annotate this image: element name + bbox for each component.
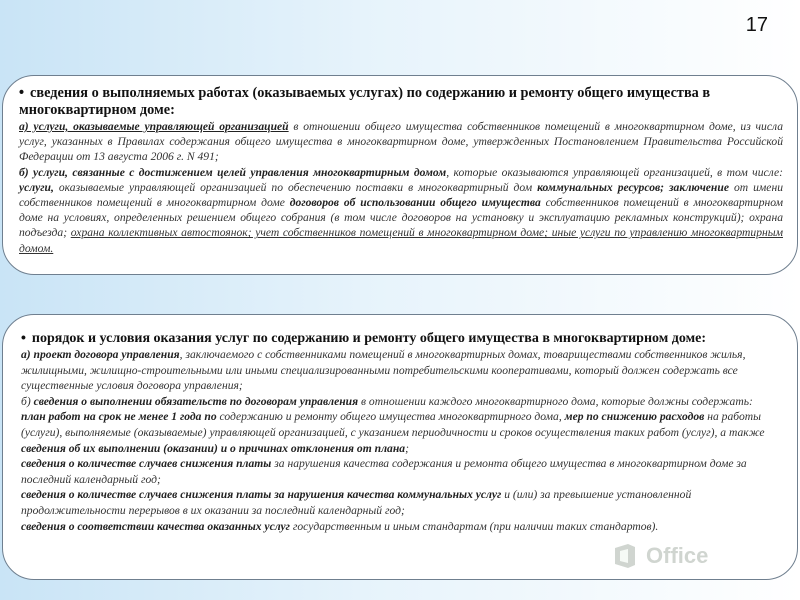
watermark-text: Office [646, 543, 709, 568]
paragraph-a [19, 119, 783, 165]
bold-phrase: сведения о количестве случаев снижения платы за нарушения качества коммунальных услуг [21, 488, 502, 502]
paragraph-b [19, 165, 783, 256]
bold-phrase: план работ на срок не менее 1 года по [21, 410, 217, 424]
section-work-info-heading [19, 85, 783, 119]
bold-phrase: а) проект договора управления [21, 348, 180, 361]
text-run: , которые оказываются управляющей организацией, в том числе: [446, 165, 783, 179]
heading-text: сведения о выполняемых работах (оказываемых услугах) по содержанию и ремонту общего имущества в многоквартирном доме: [19, 85, 711, 118]
heading-text: порядок и условия оказания услуг по содержанию и ремонту общего имущества в многоквартирном доме: [31, 331, 707, 346]
text-run: содержанию и ремонту общего имущества многоквартирного дома, [216, 410, 565, 424]
paragraph-b [21, 394, 783, 410]
office-watermark [612, 541, 762, 571]
text-run: государственным и иным стандартам (при наличии таких стандартов). [289, 519, 659, 533]
bold-phrase: сведения о количестве случаев снижения платы [21, 457, 272, 471]
bold-phrase: коммунальных ресурсов; заключение [537, 180, 729, 194]
text-run: оказываемые управляющей организацией по обеспечению поставки в многоквартирный дом [53, 180, 538, 194]
bold-phrase: сведения о соответствии качества оказанных услуг [21, 519, 290, 533]
text-run: ; [405, 441, 409, 455]
paragraph-fines-utilities [21, 487, 783, 518]
text-run: в отношении общего имущества собственников помещений в многоквартирном доме, из числа услуг, указанных в Правилах содержания общего имущества в многоквартирном доме, утвержденных Постановлением Правительства Российской Федерации от 13 августа 2006 г. N 491; [19, 120, 783, 164]
page-number: 17 [745, 14, 768, 36]
bold-phrase: а) услуги, оказываемые управляющей организацией [19, 120, 289, 133]
paragraph-compliance [21, 519, 783, 535]
text-run: собственников помещений в многоквартирном доме на условиях, определенных решением общего собрания (в том числе договоров на установку и эксплуатацию рекламных конструкций); охрана подъезда; [19, 196, 784, 240]
section-work-info-box [2, 75, 798, 275]
text-run: в отношении каждого многоквартирного дома, которые должны содержать: [358, 394, 753, 408]
text-run: за нарушения качества содержания и ремонта общего имущества в многоквартирном доме за последний календарный год; [21, 457, 747, 486]
text-run: на работы (услуги), выполняемые (оказываемые) управляющей организацией, с указанием периодичности и сроков осуществления таких работ (услуг), а также [21, 410, 765, 439]
paragraph-a [21, 347, 783, 394]
bold-phrase: мер по снижению расходов [564, 410, 705, 424]
text-run: , заключаемого с собственниками помещений в многоквартирных домах, товариществами собственников жилья, жилищными, жилищно-строительными или иными специализированными потребительскими кооперативами, который должен содержать все существенные условия договора управления; [21, 348, 746, 393]
underlined-text: охрана коллективных автостоянок; учет собственников помещений в многоквартирном доме; иные услуги по управлению многоквартирным домом. [19, 226, 783, 255]
text-run: от имени собственников помещений в многоквартирном доме [19, 180, 783, 210]
bold-phrase: сведения о выполнении обязательств по договорам управления [33, 394, 359, 408]
bold-phrase: сведения об их выполнении (оказании) и о причинах отклонения от плана [21, 441, 406, 455]
paragraph-fines [21, 456, 783, 487]
paragraph-plan [21, 409, 783, 456]
office-logo-icon [612, 542, 638, 570]
bullet-icon: • [21, 329, 26, 345]
bold-phrase: б) услуги, связанные с достижением целей управления многоквартирным домом [19, 165, 447, 179]
bold-phrase: услуги, [19, 180, 54, 194]
section-order-conditions-heading [21, 329, 783, 347]
text-run: б) [21, 394, 34, 408]
text-run: и (или) за превышение установленной продолжительности перерывов в их оказании за последний календарный год; [21, 488, 692, 517]
bullet-icon: • [19, 85, 25, 101]
bold-phrase: договоров об использовании общего имущества [289, 196, 541, 210]
